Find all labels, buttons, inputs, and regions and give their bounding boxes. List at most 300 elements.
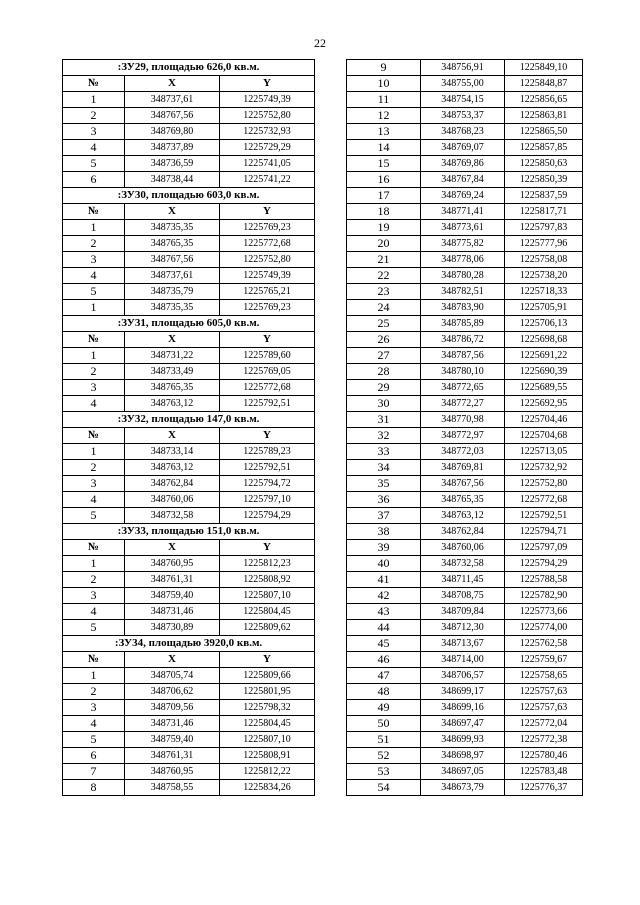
section-title-row	[63, 412, 315, 428]
y-coordinate-cell: 1225804,45	[220, 716, 315, 732]
point-number-cell: 1	[63, 556, 125, 572]
x-coordinate-cell: 348760,95	[125, 764, 220, 780]
x-coordinate-cell: 348772,03	[421, 444, 505, 460]
y-coordinate-cell: 1225857,85	[505, 140, 583, 156]
x-coordinate-cell: 348772,97	[421, 428, 505, 444]
point-number-cell: 36	[347, 492, 421, 508]
point-number-cell: 16	[347, 172, 421, 188]
point-number-cell: 52	[347, 748, 421, 764]
section-title: :ЗУ29, площадью 626,0 кв.м.	[63, 60, 315, 76]
x-coordinate-cell: 348673,79	[421, 780, 505, 796]
y-coordinate-cell: 1225769,23	[220, 300, 315, 316]
table-row	[347, 188, 583, 204]
x-coordinate-cell: 348768,23	[421, 124, 505, 140]
point-number-cell: 10	[347, 76, 421, 92]
table-row	[347, 140, 583, 156]
x-coordinate-cell: 348783,90	[421, 300, 505, 316]
x-coordinate-cell: 348754,15	[421, 92, 505, 108]
y-coordinate-cell: 1225729,29	[220, 140, 315, 156]
header-row	[63, 204, 315, 220]
table-row	[347, 540, 583, 556]
x-coordinate-cell: 348730,89	[125, 620, 220, 636]
point-number-cell: 29	[347, 380, 421, 396]
x-coordinate-cell: 348767,56	[125, 108, 220, 124]
x-coordinate-cell: 348709,56	[125, 700, 220, 716]
x-coordinate-cell: 348706,57	[421, 668, 505, 684]
table-row	[347, 764, 583, 780]
y-coordinate-cell: 1225812,22	[220, 764, 315, 780]
point-number-cell: 5	[63, 732, 125, 748]
table-row	[347, 476, 583, 492]
y-coordinate-cell: 1225849,10	[505, 60, 583, 76]
x-coordinate-cell: 348771,41	[421, 204, 505, 220]
point-number-cell: 18	[347, 204, 421, 220]
y-coordinate-cell: 1225773,66	[505, 604, 583, 620]
y-coordinate-cell: 1225757,63	[505, 684, 583, 700]
column-header-x: X	[125, 204, 220, 220]
point-number-cell: 1	[63, 348, 125, 364]
x-coordinate-cell: 348780,28	[421, 268, 505, 284]
point-number-cell: 54	[347, 780, 421, 796]
y-coordinate-cell: 1225788,58	[505, 572, 583, 588]
x-coordinate-cell: 348732,58	[421, 556, 505, 572]
x-coordinate-cell: 348735,35	[125, 220, 220, 236]
point-number-cell: 9	[347, 60, 421, 76]
point-number-cell: 8	[63, 780, 125, 796]
point-number-cell: 44	[347, 620, 421, 636]
table-row	[63, 172, 315, 188]
y-coordinate-cell: 1225780,46	[505, 748, 583, 764]
table-row	[347, 444, 583, 460]
y-coordinate-cell: 1225704,46	[505, 412, 583, 428]
x-coordinate-cell: 348760,06	[125, 492, 220, 508]
table-row	[347, 268, 583, 284]
x-coordinate-cell: 348761,31	[125, 572, 220, 588]
y-coordinate-cell: 1225850,39	[505, 172, 583, 188]
point-number-cell: 3	[63, 476, 125, 492]
table-row	[63, 508, 315, 524]
table-row	[63, 684, 315, 700]
table-row	[347, 636, 583, 652]
y-coordinate-cell: 1225762,58	[505, 636, 583, 652]
table-row	[63, 284, 315, 300]
table-row	[63, 588, 315, 604]
point-number-cell: 2	[63, 460, 125, 476]
point-number-cell: 47	[347, 668, 421, 684]
header-row	[63, 76, 315, 92]
point-number-cell: 1	[63, 668, 125, 684]
x-coordinate-cell: 348763,12	[421, 508, 505, 524]
x-coordinate-cell: 348731,46	[125, 604, 220, 620]
header-row	[63, 652, 315, 668]
table-row	[347, 748, 583, 764]
x-coordinate-cell: 348772,27	[421, 396, 505, 412]
section-title-row	[63, 524, 315, 540]
point-number-cell: 25	[347, 316, 421, 332]
table-row	[63, 716, 315, 732]
x-coordinate-cell: 348787,56	[421, 348, 505, 364]
table-row	[63, 620, 315, 636]
table-row	[63, 396, 315, 412]
point-number-cell: 24	[347, 300, 421, 316]
point-number-cell: 3	[63, 124, 125, 140]
x-coordinate-cell: 348714,00	[421, 652, 505, 668]
point-number-cell: 33	[347, 444, 421, 460]
section-title: :ЗУ32, площадью 147,0 кв.м.	[63, 412, 315, 428]
point-number-cell: 35	[347, 476, 421, 492]
y-coordinate-cell: 1225690,39	[505, 364, 583, 380]
x-coordinate-cell: 348772,65	[421, 380, 505, 396]
y-coordinate-cell: 1225741,05	[220, 156, 315, 172]
y-coordinate-cell: 1225797,10	[220, 492, 315, 508]
y-coordinate-cell: 1225794,29	[505, 556, 583, 572]
y-coordinate-cell: 1225789,60	[220, 348, 315, 364]
y-coordinate-cell: 1225749,39	[220, 92, 315, 108]
table-row	[347, 348, 583, 364]
y-coordinate-cell: 1225797,09	[505, 540, 583, 556]
x-coordinate-cell: 348773,61	[421, 220, 505, 236]
point-number-cell: 20	[347, 236, 421, 252]
x-coordinate-cell: 348778,06	[421, 252, 505, 268]
x-coordinate-cell: 348699,17	[421, 684, 505, 700]
table-row	[347, 668, 583, 684]
table-row	[347, 220, 583, 236]
header-row	[63, 540, 315, 556]
x-coordinate-cell: 348785,89	[421, 316, 505, 332]
x-coordinate-cell: 348763,12	[125, 396, 220, 412]
x-coordinate-cell: 348760,95	[125, 556, 220, 572]
point-number-cell: 17	[347, 188, 421, 204]
point-number-cell: 30	[347, 396, 421, 412]
column-header-y: Y	[220, 540, 315, 556]
y-coordinate-cell: 1225817,71	[505, 204, 583, 220]
y-coordinate-cell: 1225783,48	[505, 764, 583, 780]
point-number-cell: 5	[63, 508, 125, 524]
y-coordinate-cell: 1225732,92	[505, 460, 583, 476]
section-title-row	[63, 316, 315, 332]
point-number-cell: 4	[63, 716, 125, 732]
x-coordinate-cell: 348767,56	[125, 252, 220, 268]
right-coordinates-table	[346, 59, 583, 796]
table-row	[63, 364, 315, 380]
point-number-cell: 2	[63, 572, 125, 588]
point-number-cell: 14	[347, 140, 421, 156]
header-row	[63, 428, 315, 444]
table-row	[347, 76, 583, 92]
table-row	[63, 476, 315, 492]
x-coordinate-cell: 348769,86	[421, 156, 505, 172]
y-coordinate-cell: 1225759,67	[505, 652, 583, 668]
y-coordinate-cell: 1225706,13	[505, 316, 583, 332]
y-coordinate-cell: 1225772,68	[220, 380, 315, 396]
x-coordinate-cell: 348759,40	[125, 732, 220, 748]
table-row	[63, 140, 315, 156]
table-row	[63, 780, 315, 796]
point-number-cell: 21	[347, 252, 421, 268]
table-row	[347, 572, 583, 588]
column-header-x: X	[125, 76, 220, 92]
x-coordinate-cell: 348737,61	[125, 92, 220, 108]
point-number-cell: 2	[63, 684, 125, 700]
point-number-cell: 3	[63, 380, 125, 396]
y-coordinate-cell: 1225808,92	[220, 572, 315, 588]
table-row	[63, 700, 315, 716]
table-row	[347, 700, 583, 716]
column-header-x: X	[125, 332, 220, 348]
x-coordinate-cell: 348760,06	[421, 540, 505, 556]
table-row	[347, 236, 583, 252]
y-coordinate-cell: 1225698,68	[505, 332, 583, 348]
y-coordinate-cell: 1225776,37	[505, 780, 583, 796]
x-coordinate-cell: 348769,80	[125, 124, 220, 140]
table-row	[347, 60, 583, 76]
table-row	[347, 364, 583, 380]
y-coordinate-cell: 1225792,51	[220, 460, 315, 476]
y-coordinate-cell: 1225794,71	[505, 524, 583, 540]
table-row	[347, 204, 583, 220]
point-number-cell: 4	[63, 268, 125, 284]
x-coordinate-cell: 348755,00	[421, 76, 505, 92]
table-row	[63, 268, 315, 284]
table-row	[347, 492, 583, 508]
y-coordinate-cell: 1225704,68	[505, 428, 583, 444]
column-header-x: X	[125, 540, 220, 556]
x-coordinate-cell: 348698,97	[421, 748, 505, 764]
point-number-cell: 39	[347, 540, 421, 556]
y-coordinate-cell: 1225769,23	[220, 220, 315, 236]
point-number-cell: 1	[63, 300, 125, 316]
section-title-row	[63, 60, 315, 76]
table-row	[63, 348, 315, 364]
x-coordinate-cell: 348758,55	[125, 780, 220, 796]
point-number-cell: 3	[63, 700, 125, 716]
x-coordinate-cell: 348775,82	[421, 236, 505, 252]
table-row	[63, 732, 315, 748]
point-number-cell: 50	[347, 716, 421, 732]
x-coordinate-cell: 348782,51	[421, 284, 505, 300]
y-coordinate-cell: 1225863,81	[505, 108, 583, 124]
point-number-cell: 6	[63, 748, 125, 764]
point-number-cell: 51	[347, 732, 421, 748]
y-coordinate-cell: 1225801,95	[220, 684, 315, 700]
x-coordinate-cell: 348711,45	[421, 572, 505, 588]
y-coordinate-cell: 1225782,90	[505, 588, 583, 604]
x-coordinate-cell: 348733,14	[125, 444, 220, 460]
y-coordinate-cell: 1225848,87	[505, 76, 583, 92]
x-coordinate-cell: 348731,22	[125, 348, 220, 364]
y-coordinate-cell: 1225705,91	[505, 300, 583, 316]
point-number-cell: 32	[347, 428, 421, 444]
table-row	[347, 556, 583, 572]
x-coordinate-cell: 348705,74	[125, 668, 220, 684]
y-coordinate-cell: 1225809,62	[220, 620, 315, 636]
column-header-number: №	[63, 652, 125, 668]
table-row	[347, 604, 583, 620]
y-coordinate-cell: 1225718,33	[505, 284, 583, 300]
table-row	[347, 332, 583, 348]
table-row	[63, 492, 315, 508]
table-row	[63, 124, 315, 140]
point-number-cell: 5	[63, 284, 125, 300]
point-number-cell: 48	[347, 684, 421, 700]
y-coordinate-cell: 1225752,80	[220, 108, 315, 124]
x-coordinate-cell: 348735,79	[125, 284, 220, 300]
column-header-y: Y	[220, 204, 315, 220]
y-coordinate-cell: 1225794,29	[220, 508, 315, 524]
table-row	[63, 748, 315, 764]
point-number-cell: 4	[63, 492, 125, 508]
table-row	[63, 556, 315, 572]
point-number-cell: 15	[347, 156, 421, 172]
point-number-cell: 23	[347, 284, 421, 300]
table-row	[63, 668, 315, 684]
point-number-cell: 28	[347, 364, 421, 380]
y-coordinate-cell: 1225865,50	[505, 124, 583, 140]
x-coordinate-cell: 348769,24	[421, 188, 505, 204]
x-coordinate-cell: 348769,81	[421, 460, 505, 476]
y-coordinate-cell: 1225777,96	[505, 236, 583, 252]
table-row	[347, 508, 583, 524]
y-coordinate-cell: 1225792,51	[220, 396, 315, 412]
y-coordinate-cell: 1225789,23	[220, 444, 315, 460]
x-coordinate-cell: 348735,35	[125, 300, 220, 316]
column-header-x: X	[125, 428, 220, 444]
point-number-cell: 22	[347, 268, 421, 284]
table-row	[347, 316, 583, 332]
y-coordinate-cell: 1225792,51	[505, 508, 583, 524]
table-row	[63, 220, 315, 236]
point-number-cell: 1	[63, 444, 125, 460]
header-row	[63, 332, 315, 348]
point-number-cell: 19	[347, 220, 421, 236]
x-coordinate-cell: 348769,07	[421, 140, 505, 156]
section-title: :ЗУ31, площадью 605,0 кв.м.	[63, 316, 315, 332]
y-coordinate-cell: 1225732,93	[220, 124, 315, 140]
y-coordinate-cell: 1225741,22	[220, 172, 315, 188]
point-number-cell: 4	[63, 604, 125, 620]
table-row	[63, 604, 315, 620]
point-number-cell: 26	[347, 332, 421, 348]
table-row	[63, 252, 315, 268]
x-coordinate-cell: 348753,37	[421, 108, 505, 124]
point-number-cell: 45	[347, 636, 421, 652]
table-row	[63, 108, 315, 124]
table-row	[347, 412, 583, 428]
y-coordinate-cell: 1225772,68	[220, 236, 315, 252]
column-header-number: №	[63, 204, 125, 220]
table-row	[347, 460, 583, 476]
x-coordinate-cell: 348706,62	[125, 684, 220, 700]
table-row	[347, 732, 583, 748]
point-number-cell: 2	[63, 364, 125, 380]
table-row	[63, 572, 315, 588]
point-number-cell: 13	[347, 124, 421, 140]
column-header-number: №	[63, 76, 125, 92]
point-number-cell: 5	[63, 156, 125, 172]
y-coordinate-cell: 1225772,68	[505, 492, 583, 508]
y-coordinate-cell: 1225758,65	[505, 668, 583, 684]
y-coordinate-cell: 1225834,26	[220, 780, 315, 796]
point-number-cell: 42	[347, 588, 421, 604]
column-header-y: Y	[220, 332, 315, 348]
point-number-cell: 40	[347, 556, 421, 572]
point-number-cell: 12	[347, 108, 421, 124]
y-coordinate-cell: 1225808,91	[220, 748, 315, 764]
x-coordinate-cell: 348737,61	[125, 268, 220, 284]
column-header-y: Y	[220, 428, 315, 444]
table-row	[347, 252, 583, 268]
y-coordinate-cell: 1225804,45	[220, 604, 315, 620]
point-number-cell: 4	[63, 140, 125, 156]
x-coordinate-cell: 348780,10	[421, 364, 505, 380]
y-coordinate-cell: 1225749,39	[220, 268, 315, 284]
x-coordinate-cell: 348767,84	[421, 172, 505, 188]
y-coordinate-cell: 1225807,10	[220, 732, 315, 748]
x-coordinate-cell: 348738,44	[125, 172, 220, 188]
x-coordinate-cell: 348708,75	[421, 588, 505, 604]
x-coordinate-cell: 348761,31	[125, 748, 220, 764]
table-row	[63, 300, 315, 316]
table-row	[347, 620, 583, 636]
point-number-cell: 31	[347, 412, 421, 428]
x-coordinate-cell: 348756,91	[421, 60, 505, 76]
point-number-cell: 27	[347, 348, 421, 364]
table-row	[347, 588, 583, 604]
section-title: :ЗУ33, площадью 151,0 кв.м.	[63, 524, 315, 540]
x-coordinate-cell: 348765,35	[125, 380, 220, 396]
x-coordinate-cell: 348713,67	[421, 636, 505, 652]
y-coordinate-cell: 1225691,22	[505, 348, 583, 364]
y-coordinate-cell: 1225692,95	[505, 396, 583, 412]
y-coordinate-cell: 1225794,72	[220, 476, 315, 492]
point-number-cell: 2	[63, 236, 125, 252]
x-coordinate-cell: 348731,46	[125, 716, 220, 732]
point-number-cell: 3	[63, 588, 125, 604]
table-row	[347, 124, 583, 140]
x-coordinate-cell: 348697,47	[421, 716, 505, 732]
y-coordinate-cell: 1225713,05	[505, 444, 583, 460]
x-coordinate-cell: 348770,98	[421, 412, 505, 428]
x-coordinate-cell: 348759,40	[125, 588, 220, 604]
y-coordinate-cell: 1225757,63	[505, 700, 583, 716]
table-row	[347, 172, 583, 188]
y-coordinate-cell: 1225738,20	[505, 268, 583, 284]
y-coordinate-cell: 1225765,21	[220, 284, 315, 300]
x-coordinate-cell: 348733,49	[125, 364, 220, 380]
y-coordinate-cell: 1225807,10	[220, 588, 315, 604]
table-row	[63, 380, 315, 396]
table-row	[63, 444, 315, 460]
point-number-cell: 6	[63, 172, 125, 188]
point-number-cell: 49	[347, 700, 421, 716]
point-number-cell: 5	[63, 620, 125, 636]
point-number-cell: 1	[63, 220, 125, 236]
y-coordinate-cell: 1225856,65	[505, 92, 583, 108]
left-coordinates-table	[62, 59, 315, 796]
section-title: :ЗУ30, площадью 603,0 кв.м.	[63, 188, 315, 204]
y-coordinate-cell: 1225758,08	[505, 252, 583, 268]
table-row	[347, 428, 583, 444]
column-header-y: Y	[220, 652, 315, 668]
y-coordinate-cell: 1225689,55	[505, 380, 583, 396]
x-coordinate-cell: 348709,84	[421, 604, 505, 620]
y-coordinate-cell: 1225798,32	[220, 700, 315, 716]
table-row	[347, 396, 583, 412]
table-row	[347, 300, 583, 316]
y-coordinate-cell: 1225772,04	[505, 716, 583, 732]
y-coordinate-cell: 1225769,05	[220, 364, 315, 380]
y-coordinate-cell: 1225837,59	[505, 188, 583, 204]
